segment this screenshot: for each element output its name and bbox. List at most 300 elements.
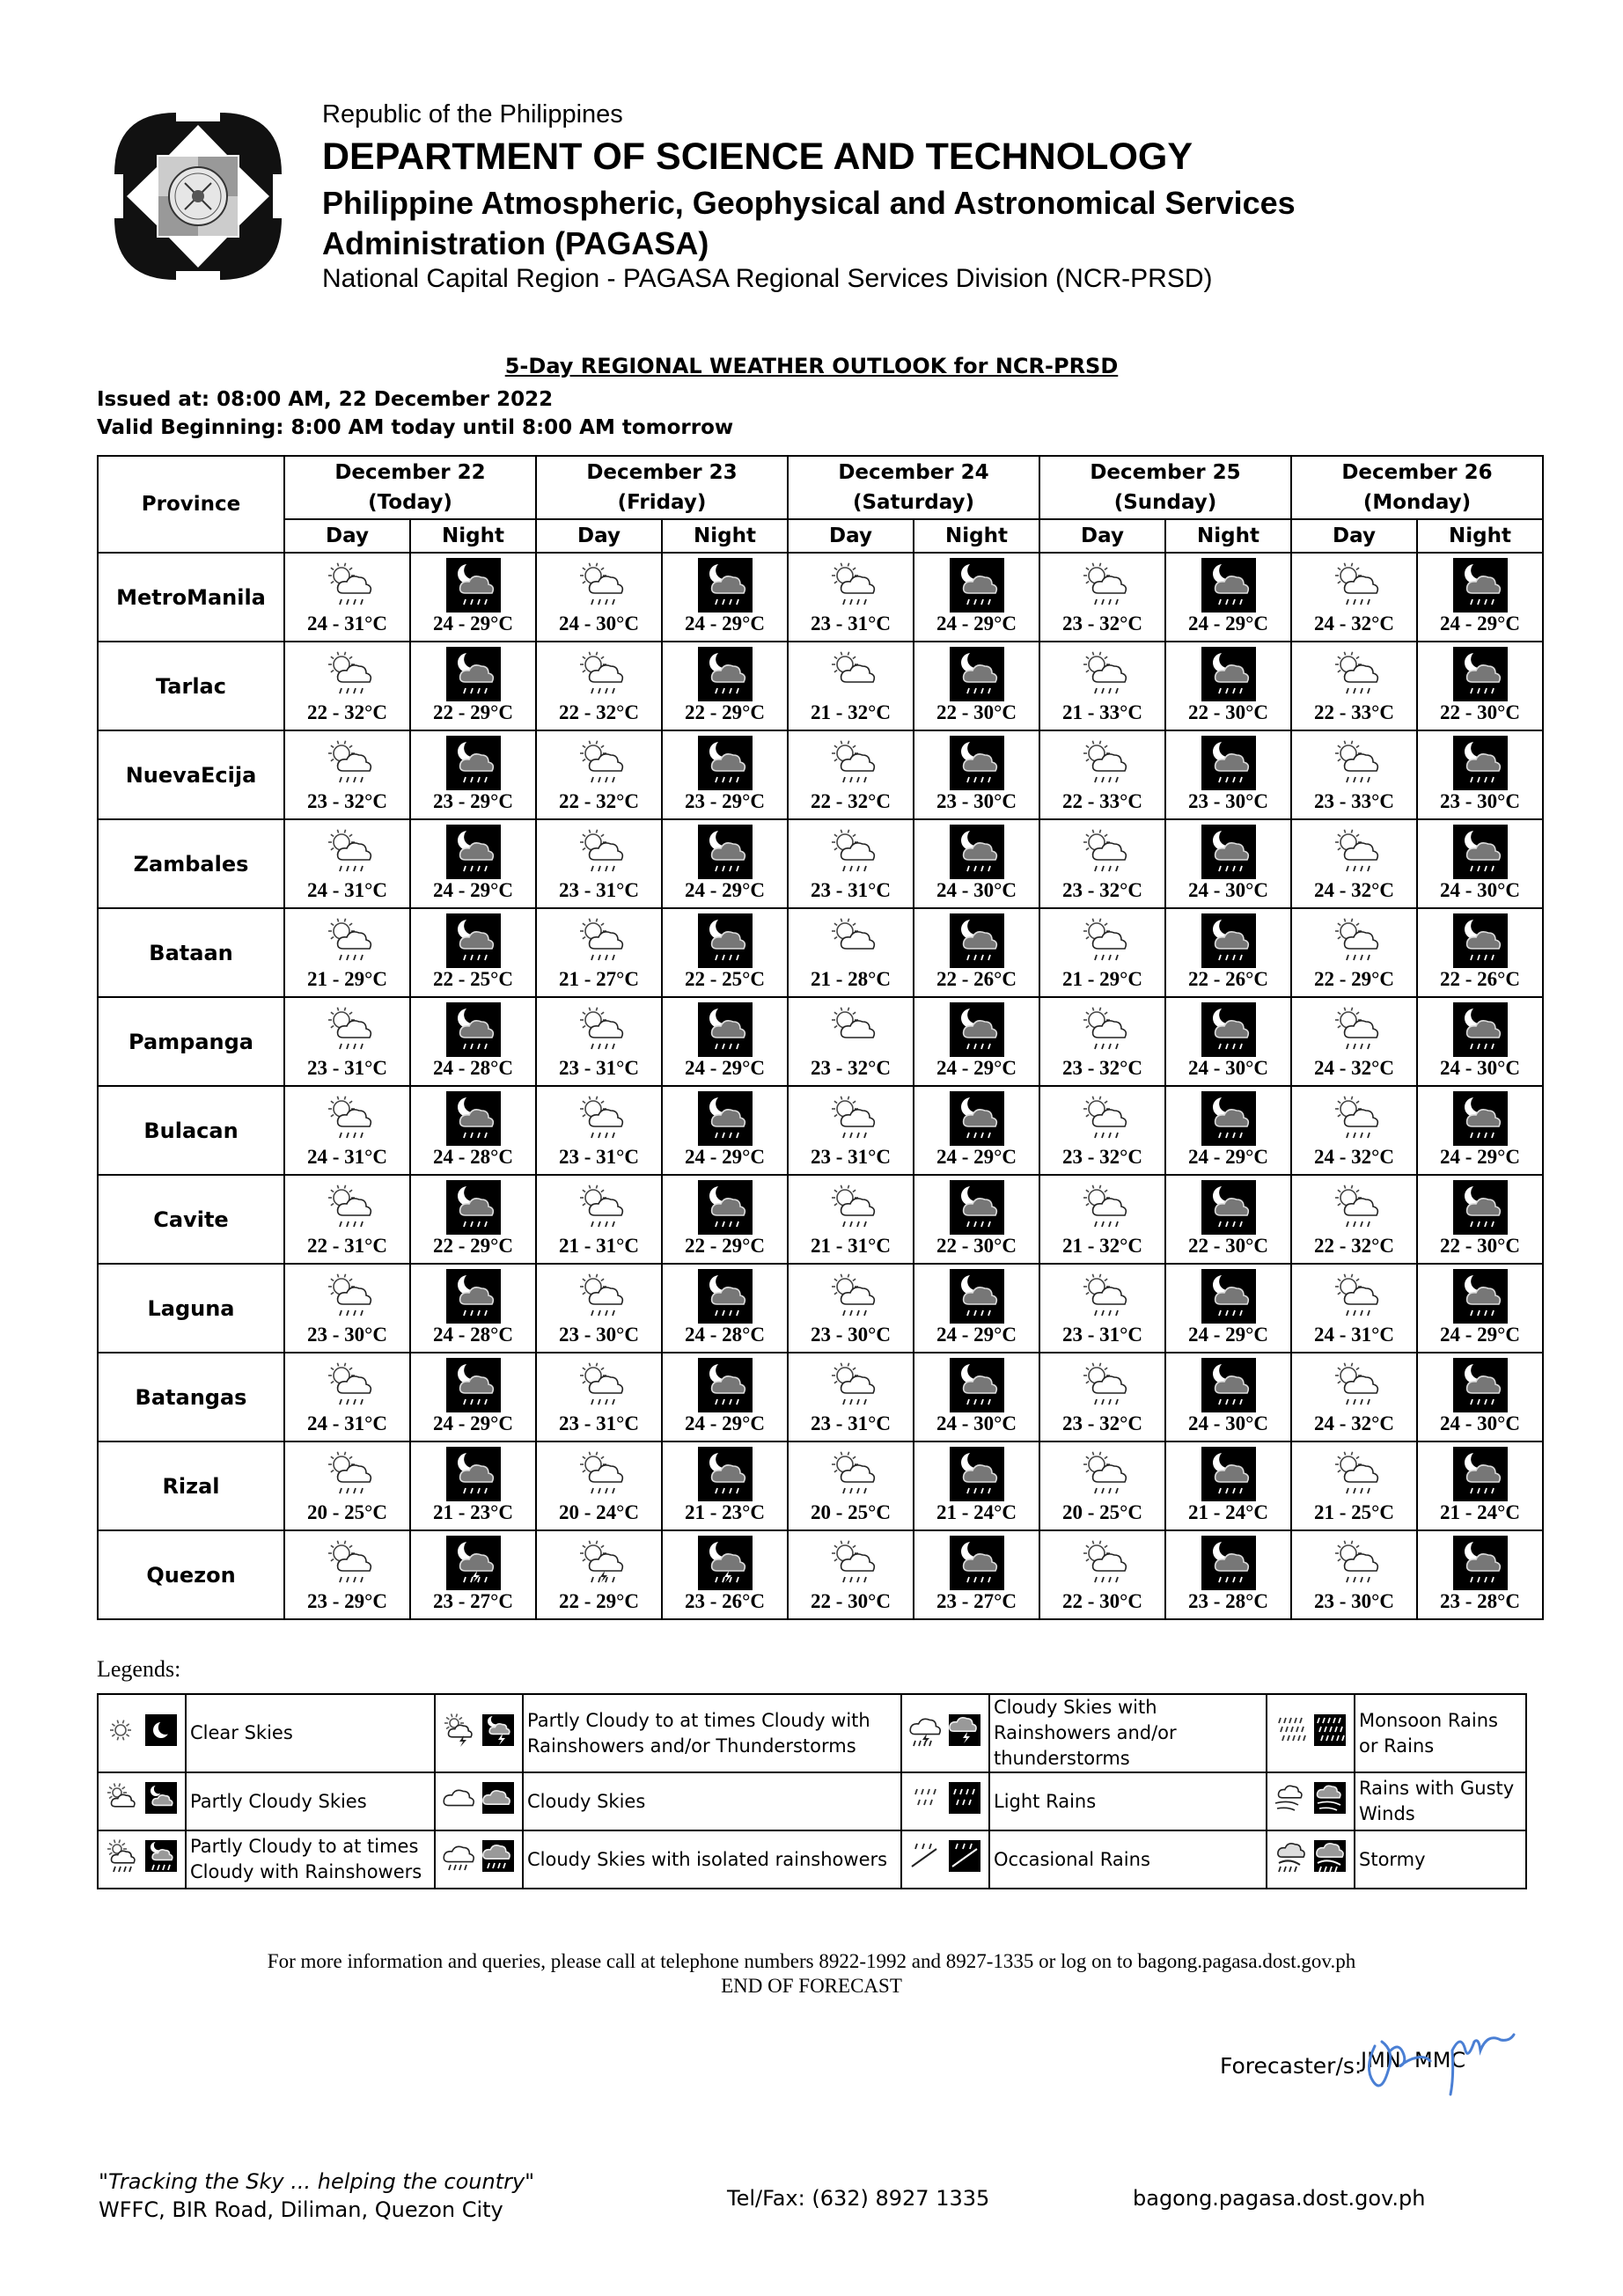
partly-cloudy-icon bbox=[103, 1779, 180, 1817]
temperature-range: 21 - 23°C bbox=[685, 1501, 765, 1523]
cloudy-isolated-rainshowers-icon bbox=[440, 1837, 518, 1875]
partly-cloudy-rain-day-icon bbox=[572, 736, 627, 790]
partly-cloudy-rain-day-icon bbox=[1327, 558, 1382, 613]
day-forecast-cell bbox=[536, 1530, 662, 1619]
temperature-range: 22 - 26°C bbox=[936, 968, 1017, 990]
temperature-range: 22 - 31°C bbox=[307, 1235, 387, 1257]
partly-cloudy-rain-night-icon bbox=[698, 1447, 753, 1501]
legend-icon-cell bbox=[435, 1830, 523, 1889]
partly-cloudy-rain-night-icon bbox=[698, 736, 753, 790]
night-forecast-cell bbox=[662, 997, 788, 1086]
partly-cloudy-rain-day-icon bbox=[572, 1358, 627, 1412]
partly-cloudy-rain-night-icon bbox=[1201, 1002, 1256, 1057]
table-row bbox=[98, 730, 1543, 819]
table-row bbox=[98, 819, 1543, 908]
temperature-range: 24 - 30°C bbox=[1188, 1057, 1268, 1079]
temperature-range: 24 - 30°C bbox=[1188, 1412, 1268, 1434]
partly-cloudy-rain-day-icon bbox=[1327, 1002, 1382, 1057]
partly-cloudy-rain-day-icon bbox=[320, 1091, 375, 1146]
partly-cloudy-rain-night-icon bbox=[446, 1358, 501, 1412]
partly-cloudy-rain-day-icon bbox=[572, 558, 627, 613]
agency-name-line2: Administration (PAGASA) bbox=[322, 225, 709, 261]
day-forecast-cell bbox=[788, 819, 914, 908]
partly-cloudy-rain-day-icon bbox=[320, 913, 375, 968]
temperature-range: 22 - 25°C bbox=[433, 968, 513, 990]
partly-cloudy-rain-night-icon bbox=[698, 1002, 753, 1057]
end-of-forecast: END OF FORECAST bbox=[721, 1975, 902, 1997]
temperature-range: 23 - 28°C bbox=[1440, 1590, 1520, 1612]
partly-cloudy-rain-night-icon bbox=[950, 558, 1004, 613]
date-header: December 24 (Saturday) bbox=[788, 456, 1039, 519]
day-forecast-cell bbox=[1291, 1353, 1417, 1441]
temperature-range: 21 - 31°C bbox=[559, 1235, 639, 1257]
day-forecast-cell bbox=[536, 997, 662, 1086]
day-forecast-cell bbox=[536, 642, 662, 730]
day-forecast-cell bbox=[284, 1530, 410, 1619]
website-link[interactable]: bagong.pagasa.dost.gov.ph bbox=[1133, 2186, 1426, 2211]
partly-cloudy-rain-day-icon bbox=[320, 647, 375, 701]
temperature-range: 23 - 31°C bbox=[811, 1412, 891, 1434]
night-forecast-cell bbox=[914, 819, 1039, 908]
night-forecast-cell bbox=[1165, 1175, 1291, 1264]
temperature-range: 22 - 29°C bbox=[433, 1235, 513, 1257]
forecaster-names: JMN MMC bbox=[1361, 2048, 1466, 2072]
province-name: Bulacan bbox=[98, 1086, 284, 1175]
night-forecast-cell bbox=[1417, 1530, 1543, 1619]
day-header: Day bbox=[284, 519, 410, 553]
province-name: Bataan bbox=[98, 908, 284, 997]
day-forecast-cell bbox=[536, 1353, 662, 1441]
night-forecast-cell bbox=[1417, 553, 1543, 642]
legend-icon-cell bbox=[901, 1772, 989, 1830]
partly-cloudy-rain-night-icon bbox=[1453, 1536, 1508, 1590]
day-forecast-cell bbox=[1039, 819, 1165, 908]
day-forecast-cell bbox=[1039, 908, 1165, 997]
partly-cloudy-rain-day-icon bbox=[572, 1180, 627, 1235]
day-forecast-cell bbox=[1291, 730, 1417, 819]
day-forecast-cell bbox=[536, 908, 662, 997]
partly-cloudy-rain-night-icon bbox=[1453, 1447, 1508, 1501]
partly-cloudy-rain-night-icon bbox=[446, 1091, 501, 1146]
partly-cloudy-rain-night-icon bbox=[1453, 736, 1508, 790]
table-row bbox=[98, 642, 1543, 730]
temperature-range: 23 - 29°C bbox=[685, 790, 765, 812]
temperature-range: 24 - 28°C bbox=[433, 1057, 513, 1079]
night-forecast-cell bbox=[1165, 1264, 1291, 1353]
night-forecast-cell bbox=[1165, 1086, 1291, 1175]
day-forecast-cell bbox=[536, 1264, 662, 1353]
partly-cloudy-rain-night-icon bbox=[1201, 647, 1256, 701]
day-forecast-cell bbox=[788, 908, 914, 997]
partly-cloudy-thunder-day-icon bbox=[572, 1536, 627, 1590]
partly-cloudy-rain-night-icon bbox=[950, 1269, 1004, 1324]
partly-cloudy-rain-day-icon bbox=[1076, 1091, 1130, 1146]
day-forecast-cell bbox=[1039, 553, 1165, 642]
partly-cloudy-rain-day-icon bbox=[1076, 1447, 1130, 1501]
partly-cloudy-rain-night-icon bbox=[950, 1358, 1004, 1412]
partly-cloudy-rain-night-icon bbox=[698, 1091, 753, 1146]
date-header: December 23 (Friday) bbox=[536, 456, 788, 519]
partly-cloudy-rain-day-icon bbox=[572, 1091, 627, 1146]
temperature-range: 21 - 29°C bbox=[1062, 968, 1142, 990]
tagline: "Tracking the Sky ... helping the country" bbox=[99, 2169, 535, 2194]
night-forecast-cell bbox=[914, 908, 1039, 997]
partly-cloudy-rain-day-icon bbox=[1327, 1536, 1382, 1590]
partly-cloudy-rain-day-icon bbox=[1327, 647, 1382, 701]
day-forecast-cell bbox=[284, 819, 410, 908]
partly-cloudy-rain-day-icon bbox=[824, 1091, 878, 1146]
night-forecast-cell bbox=[914, 553, 1039, 642]
temperature-range: 24 - 29°C bbox=[1440, 1146, 1520, 1168]
night-forecast-cell bbox=[914, 1175, 1039, 1264]
night-forecast-cell bbox=[914, 1264, 1039, 1353]
legend-icon-cell bbox=[1267, 1694, 1355, 1772]
occasional-rains-icon bbox=[907, 1837, 984, 1875]
temperature-range: 24 - 28°C bbox=[433, 1324, 513, 1346]
temperature-range: 23 - 32°C bbox=[1062, 879, 1142, 901]
partly-cloudy-rain-night-icon bbox=[698, 647, 753, 701]
partly-cloudy-rain-night-icon bbox=[950, 1536, 1004, 1590]
temperature-range: 23 - 33°C bbox=[1314, 790, 1394, 812]
temperature-range: 24 - 30°C bbox=[559, 613, 639, 635]
partly-cloudy-rain-day-icon bbox=[320, 1269, 375, 1324]
partly-cloudy-rain-night-icon bbox=[698, 825, 753, 879]
night-forecast-cell bbox=[662, 1353, 788, 1441]
temperature-range: 23 - 31°C bbox=[559, 879, 639, 901]
temperature-range: 24 - 29°C bbox=[1188, 613, 1268, 635]
department-name: DEPARTMENT OF SCIENCE AND TECHNOLOGY bbox=[322, 136, 1193, 178]
night-forecast-cell bbox=[1417, 730, 1543, 819]
partly-cloudy-rain-day-icon bbox=[320, 1536, 375, 1590]
forecast-table bbox=[97, 455, 1544, 1620]
partly-cloudy-rain-night-icon bbox=[1201, 1447, 1256, 1501]
partly-cloudy-rain-night-icon bbox=[1201, 558, 1256, 613]
night-forecast-cell bbox=[410, 553, 536, 642]
day-forecast-cell bbox=[284, 730, 410, 819]
day-night-header-row bbox=[98, 519, 1543, 553]
temperature-range: 22 - 29°C bbox=[1314, 968, 1394, 990]
temperature-range: 22 - 30°C bbox=[936, 1235, 1017, 1257]
province-name: Batangas bbox=[98, 1353, 284, 1441]
temperature-range: 21 - 24°C bbox=[936, 1501, 1017, 1523]
date-header: December 26 (Monday) bbox=[1291, 456, 1543, 519]
temperature-range: 21 - 24°C bbox=[1440, 1501, 1520, 1523]
partly-cloudy-rain-night-icon bbox=[446, 825, 501, 879]
legend-icon-cell bbox=[1267, 1772, 1355, 1830]
partly-cloudy-rain-day-icon bbox=[572, 1002, 627, 1057]
temperature-range: 23 - 32°C bbox=[1062, 1146, 1142, 1168]
temperature-range: 24 - 29°C bbox=[685, 613, 765, 635]
partly-cloudy-rain-day-icon bbox=[1327, 736, 1382, 790]
partly-cloudy-rain-day-icon bbox=[1076, 647, 1130, 701]
partly-cloudy-rain-day-icon bbox=[1076, 558, 1130, 613]
temperature-range: 23 - 31°C bbox=[1062, 1324, 1142, 1346]
day-forecast-cell bbox=[1291, 1441, 1417, 1530]
night-forecast-cell bbox=[410, 1530, 536, 1619]
temperature-range: 23 - 31°C bbox=[811, 879, 891, 901]
temperature-range: 23 - 32°C bbox=[1062, 1412, 1142, 1434]
temperature-range: 22 - 25°C bbox=[685, 968, 765, 990]
temperature-range: 21 - 32°C bbox=[811, 701, 891, 723]
day-forecast-cell bbox=[284, 1441, 410, 1530]
day-forecast-cell bbox=[284, 1264, 410, 1353]
partly-cloudy-rain-night-icon bbox=[446, 1002, 501, 1057]
partly-cloudy-rain-night-icon bbox=[950, 913, 1004, 968]
legend-row bbox=[98, 1772, 1526, 1830]
table-row bbox=[98, 1264, 1543, 1353]
day-forecast-cell bbox=[788, 1353, 914, 1441]
temperature-range: 22 - 32°C bbox=[559, 701, 639, 723]
temperature-range: 24 - 32°C bbox=[1314, 1057, 1394, 1079]
night-forecast-cell bbox=[1417, 1441, 1543, 1530]
temperature-range: 24 - 29°C bbox=[685, 1057, 765, 1079]
legend-icon-cell bbox=[1267, 1830, 1355, 1889]
table-row bbox=[98, 1441, 1543, 1530]
night-forecast-cell bbox=[1417, 1086, 1543, 1175]
legend-label: Rains with Gusty Winds bbox=[1355, 1772, 1526, 1830]
province-name: Laguna bbox=[98, 1264, 284, 1353]
night-forecast-cell bbox=[914, 1086, 1039, 1175]
temperature-range: 24 - 29°C bbox=[1440, 1324, 1520, 1346]
day-forecast-cell bbox=[788, 1086, 914, 1175]
partly-cloudy-rain-night-icon bbox=[1201, 1358, 1256, 1412]
night-forecast-cell bbox=[914, 1530, 1039, 1619]
day-forecast-cell bbox=[1291, 997, 1417, 1086]
day-forecast-cell bbox=[1039, 997, 1165, 1086]
legend-icon-cell bbox=[435, 1772, 523, 1830]
partly-cloudy-rain-night-icon bbox=[698, 1269, 753, 1324]
temperature-range: 23 - 31°C bbox=[307, 1057, 387, 1079]
temperature-range: 22 - 30°C bbox=[1440, 701, 1520, 723]
partly-cloudy-rain-night-icon bbox=[1453, 825, 1508, 879]
day-forecast-cell bbox=[1039, 730, 1165, 819]
temperature-range: 22 - 32°C bbox=[811, 790, 891, 812]
partly-cloudy-rain-night-icon bbox=[698, 1358, 753, 1412]
table-row bbox=[98, 1086, 1543, 1175]
partly-cloudy-rain-night-icon bbox=[446, 913, 501, 968]
day-forecast-cell bbox=[1291, 1175, 1417, 1264]
date-header: December 22 (Today) bbox=[284, 456, 536, 519]
partly-cloudy-rainshowers-icon bbox=[103, 1837, 180, 1875]
partly-cloudy-rain-day-icon bbox=[320, 1180, 375, 1235]
temperature-range: 24 - 30°C bbox=[936, 1412, 1017, 1434]
partly-cloudy-rain-night-icon bbox=[1201, 1269, 1256, 1324]
night-forecast-cell bbox=[1165, 997, 1291, 1086]
day-forecast-cell bbox=[536, 1441, 662, 1530]
clear-skies-icon bbox=[103, 1711, 180, 1750]
temperature-range: 24 - 31°C bbox=[307, 1146, 387, 1168]
day-forecast-cell bbox=[284, 553, 410, 642]
partly-cloudy-rain-night-icon bbox=[1453, 1091, 1508, 1146]
night-header: Night bbox=[1165, 519, 1291, 553]
day-header: Day bbox=[1039, 519, 1165, 553]
temperature-range: 23 - 32°C bbox=[1062, 1057, 1142, 1079]
partly-cloudy-rain-day-icon bbox=[1327, 1091, 1382, 1146]
temperature-range: 24 - 29°C bbox=[433, 613, 513, 635]
partly-cloudy-rain-day-icon bbox=[1076, 1269, 1130, 1324]
legend-label: Light Rains bbox=[989, 1772, 1267, 1830]
partly-cloudy-rain-day-icon bbox=[572, 913, 627, 968]
day-forecast-cell bbox=[1039, 1264, 1165, 1353]
partly-cloudy-rain-night-icon bbox=[1453, 913, 1508, 968]
temperature-range: 24 - 30°C bbox=[1440, 1412, 1520, 1434]
outlook-title: 5-Day REGIONAL WEATHER OUTLOOK for NCR-PRSD bbox=[504, 354, 1119, 378]
temperature-range: 24 - 29°C bbox=[1188, 1324, 1268, 1346]
partly-cloudy-rain-night-icon bbox=[950, 1180, 1004, 1235]
night-forecast-cell bbox=[410, 908, 536, 997]
night-forecast-cell bbox=[1165, 730, 1291, 819]
partly-cloudy-rain-day-icon bbox=[1327, 913, 1382, 968]
legend-label: Occasional Rains bbox=[989, 1830, 1267, 1889]
partly-cloudy-rain-day-icon bbox=[824, 1180, 878, 1235]
temperature-range: 22 - 30°C bbox=[1440, 1235, 1520, 1257]
temperature-range: 22 - 29°C bbox=[559, 1590, 639, 1612]
temperature-range: 24 - 32°C bbox=[1314, 1412, 1394, 1434]
night-forecast-cell bbox=[662, 730, 788, 819]
temperature-range: 22 - 29°C bbox=[433, 701, 513, 723]
day-forecast-cell bbox=[284, 1086, 410, 1175]
night-forecast-cell bbox=[1165, 908, 1291, 997]
night-header: Night bbox=[410, 519, 536, 553]
temperature-range: 22 - 32°C bbox=[559, 790, 639, 812]
partly-cloudy-rain-night-icon bbox=[446, 736, 501, 790]
day-forecast-cell bbox=[788, 553, 914, 642]
temperature-range: 21 - 28°C bbox=[811, 968, 891, 990]
province-header: Province bbox=[98, 456, 284, 553]
day-forecast-cell bbox=[788, 642, 914, 730]
partly-cloudy-rain-day-icon bbox=[1327, 1358, 1382, 1412]
partly-cloudy-rain-night-icon bbox=[698, 558, 753, 613]
stormy-icon bbox=[1272, 1837, 1349, 1875]
temperature-range: 21 - 25°C bbox=[1314, 1501, 1394, 1523]
temperature-range: 21 - 33°C bbox=[1062, 701, 1142, 723]
partly-cloudy-rain-night-icon bbox=[1453, 558, 1508, 613]
day-forecast-cell bbox=[536, 1086, 662, 1175]
partly-cloudy-rain-night-icon bbox=[446, 1269, 501, 1324]
temperature-range: 24 - 31°C bbox=[307, 1412, 387, 1434]
day-forecast-cell bbox=[284, 1175, 410, 1264]
partly-cloudy-rain-night-icon bbox=[950, 1002, 1004, 1057]
partly-cloudy-rain-night-icon bbox=[446, 647, 501, 701]
temperature-range: 22 - 26°C bbox=[1440, 968, 1520, 990]
partly-cloudy-rain-day-icon bbox=[824, 1447, 878, 1501]
partly-cloudy-rain-day-icon bbox=[1076, 1002, 1130, 1057]
temperature-range: 23 - 31°C bbox=[811, 613, 891, 635]
night-forecast-cell bbox=[410, 1441, 536, 1530]
night-forecast-cell bbox=[410, 1264, 536, 1353]
day-forecast-cell bbox=[1291, 553, 1417, 642]
cloudy-icon bbox=[440, 1779, 518, 1817]
night-forecast-cell bbox=[662, 642, 788, 730]
table-row bbox=[98, 997, 1543, 1086]
monsoon-rains-icon bbox=[1272, 1711, 1349, 1750]
temperature-range: 24 - 31°C bbox=[307, 613, 387, 635]
partly-cloudy-rain-day-icon bbox=[320, 1358, 375, 1412]
day-forecast-cell bbox=[1039, 1441, 1165, 1530]
day-forecast-cell bbox=[1039, 1175, 1165, 1264]
pagasa-logo bbox=[114, 113, 282, 280]
temperature-range: 22 - 29°C bbox=[685, 1235, 765, 1257]
legend-label: Partly Cloudy to at times Cloudy with Rainshowers bbox=[186, 1830, 435, 1889]
night-forecast-cell bbox=[410, 1086, 536, 1175]
partly-cloudy-rain-night-icon bbox=[1453, 1358, 1508, 1412]
province-name: Pampanga bbox=[98, 997, 284, 1086]
partly-cloudy-rain-night-icon bbox=[950, 647, 1004, 701]
day-forecast-cell bbox=[1039, 642, 1165, 730]
day-forecast-cell bbox=[284, 1353, 410, 1441]
temperature-range: 24 - 29°C bbox=[433, 1412, 513, 1434]
partly-cloudy-rain-day-icon bbox=[572, 1447, 627, 1501]
valid-beginning: Valid Beginning: 8:00 AM today until 8:00 AM tomorrow bbox=[97, 416, 734, 439]
province-name: Tarlac bbox=[98, 642, 284, 730]
day-forecast-cell bbox=[536, 1175, 662, 1264]
province-name: Quezon bbox=[98, 1530, 284, 1619]
night-forecast-cell bbox=[1165, 1353, 1291, 1441]
day-forecast-cell bbox=[788, 730, 914, 819]
night-forecast-cell bbox=[662, 1086, 788, 1175]
temperature-range: 23 - 29°C bbox=[433, 790, 513, 812]
day-forecast-cell bbox=[788, 1264, 914, 1353]
partly-cloudy-rain-day-icon bbox=[824, 1269, 878, 1324]
partly-cloudy-rain-night-icon bbox=[446, 558, 501, 613]
province-name: MetroManila bbox=[98, 553, 284, 642]
partly-cloudy-rain-night-icon bbox=[950, 825, 1004, 879]
temperature-range: 21 - 31°C bbox=[811, 1235, 891, 1257]
legend-label: Monsoon Rains or Rains bbox=[1355, 1694, 1526, 1772]
partly-cloudy-rain-day-icon bbox=[320, 1447, 375, 1501]
night-header: Night bbox=[662, 519, 788, 553]
day-forecast-cell bbox=[1039, 1086, 1165, 1175]
temperature-range: 24 - 29°C bbox=[936, 613, 1017, 635]
night-forecast-cell bbox=[1417, 642, 1543, 730]
temperature-range: 24 - 32°C bbox=[1314, 879, 1394, 901]
address: WFFC, BIR Road, Diliman, Quezon City bbox=[99, 2197, 503, 2222]
partly-cloudy-rain-day-icon bbox=[320, 558, 375, 613]
night-forecast-cell bbox=[1165, 1530, 1291, 1619]
day-header: Day bbox=[788, 519, 914, 553]
legends-label: Legends: bbox=[97, 1656, 181, 1682]
temperature-range: 23 - 26°C bbox=[685, 1590, 765, 1612]
partly-cloudy-rain-day-icon bbox=[1076, 825, 1130, 879]
temperature-range: 23 - 32°C bbox=[307, 790, 387, 812]
night-forecast-cell bbox=[662, 819, 788, 908]
temperature-range: 21 - 24°C bbox=[1188, 1501, 1268, 1523]
night-forecast-cell bbox=[1417, 908, 1543, 997]
temperature-range: 22 - 29°C bbox=[685, 701, 765, 723]
temperature-range: 24 - 29°C bbox=[1188, 1146, 1268, 1168]
legend-label: Clear Skies bbox=[186, 1694, 435, 1772]
table-row bbox=[98, 1175, 1543, 1264]
night-forecast-cell bbox=[410, 730, 536, 819]
legend-icon-cell bbox=[901, 1694, 989, 1772]
partly-cloudy-rain-night-icon bbox=[446, 1447, 501, 1501]
partly-cloudy-rain-day-icon bbox=[824, 736, 878, 790]
partly-cloudy-rain-night-icon bbox=[698, 913, 753, 968]
partly-cloudy-rain-day-icon bbox=[824, 1358, 878, 1412]
temperature-range: 23 - 29°C bbox=[307, 1590, 387, 1612]
partly-cloudy-rain-night-icon bbox=[1453, 1002, 1508, 1057]
partly-cloudy-rain-day-icon bbox=[572, 1269, 627, 1324]
temperature-range: 21 - 32°C bbox=[1062, 1235, 1142, 1257]
night-forecast-cell bbox=[662, 1175, 788, 1264]
temperature-range: 22 - 30°C bbox=[1062, 1590, 1142, 1612]
table-row bbox=[98, 908, 1543, 997]
partly-cloudy-thunder-night-icon bbox=[698, 1536, 753, 1590]
night-forecast-cell bbox=[410, 819, 536, 908]
issued-at: Issued at: 08:00 AM, 22 December 2022 bbox=[97, 388, 554, 411]
partly-cloudy-rain-night-icon bbox=[1201, 913, 1256, 968]
temperature-range: 23 - 30°C bbox=[559, 1324, 639, 1346]
